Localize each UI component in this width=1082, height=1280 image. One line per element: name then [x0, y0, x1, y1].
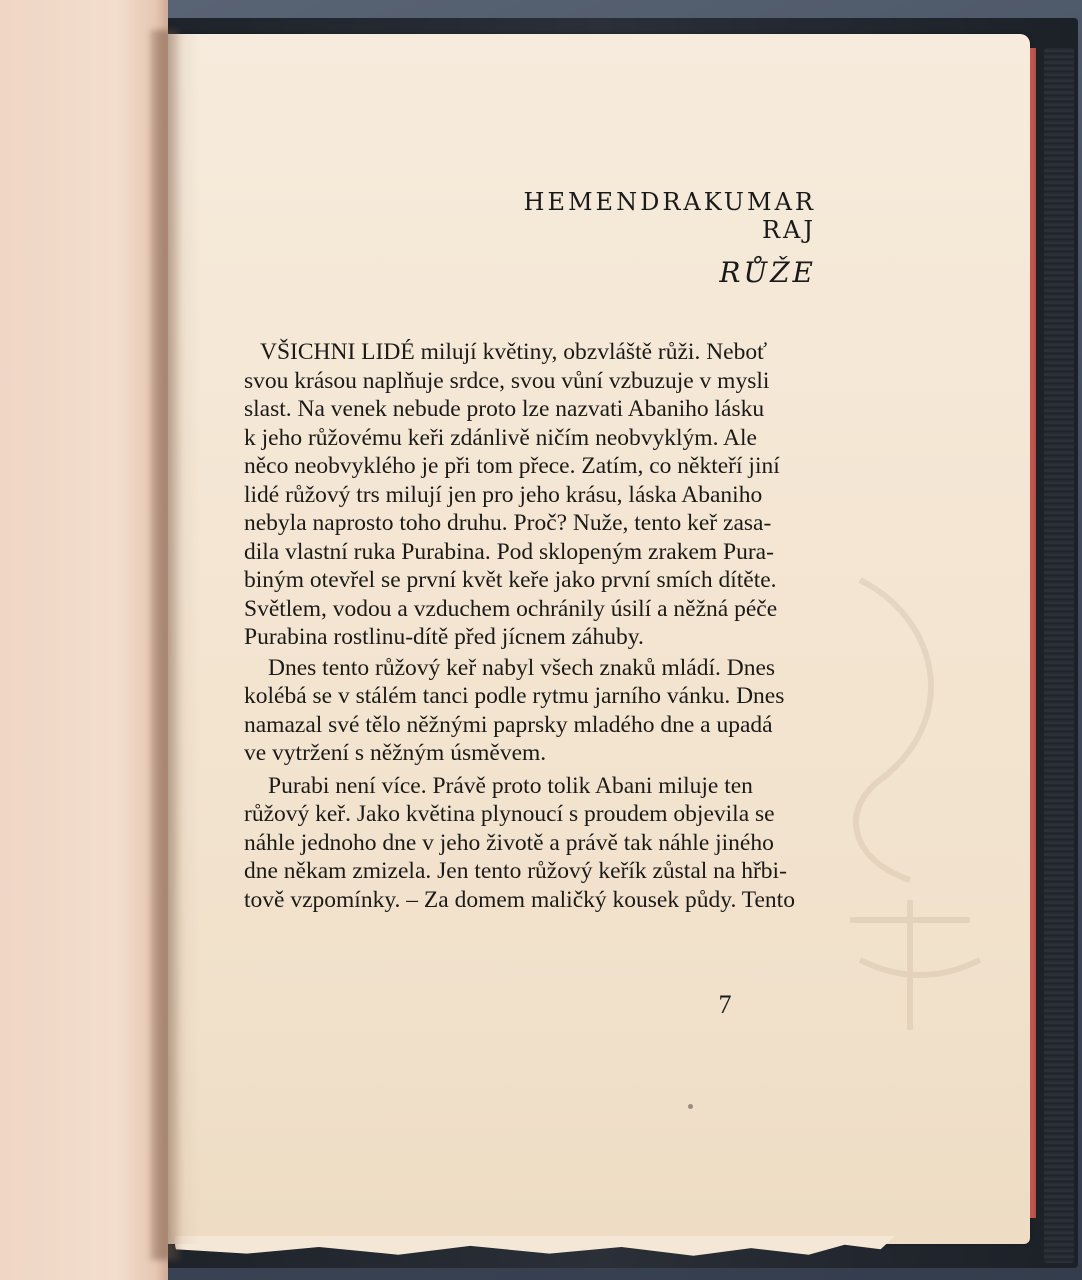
paragraph — [244, 654, 819, 768]
text-line: lidé růžový trs milují jen pro jeho krásu, láska Abaniho — [244, 481, 763, 508]
text-line: VŠICHNI LIDÉ milují květiny, obzvláště růži. Neboť — [260, 339, 768, 365]
text-line: Purabi není více. Právě proto tolik Abani miluje ten — [268, 772, 753, 799]
paragraph — [244, 772, 819, 915]
text-line: biným otevřel se první květ keře jako první smích dítěte. — [244, 567, 777, 593]
book-gutter — [150, 30, 180, 1260]
author-name: HEMENDRAKUMAR RAJ — [523, 188, 816, 244]
text-line: Světlem, vodou a vzduchem ochránily úsilí a něžná péče — [244, 595, 778, 622]
text-line: tově vzpomínky. – Za domem maličký kousek půdy. Tento — [244, 886, 795, 913]
text-line: ve vytržení s něžným úsměvem. — [244, 740, 547, 766]
text-line: slast. Na venek nebude proto lze nazvati Abaniho lásku — [244, 396, 765, 422]
text-line: svou krásou naplňuje srdce, svou vůní vzbuzuje v mysli — [244, 367, 770, 394]
left-page — [0, 0, 168, 1280]
text-line: Dnes tento růžový keř nabyl všech znaků mládí. Dnes — [268, 654, 776, 681]
page-number: 7 — [718, 990, 732, 1019]
cover-spine-edge — [1044, 48, 1074, 1263]
chapter-title: RŮŽE — [719, 256, 816, 289]
text-line: k jeho růžovému keři zdánlivě ničím neobvyklým. Ale — [244, 424, 757, 451]
text-line: nebyla naprosto toho druhu. Proč? Nuže, tento keř zasa- — [244, 510, 772, 536]
text-line: kolébá se v stálém tanci podle rytmu jarního vánku. Dnes — [244, 683, 785, 709]
paragraph — [244, 338, 819, 652]
body-text — [244, 338, 819, 914]
text-line: Purabina rostlinu-dítě před jícnem záhuby. — [244, 624, 644, 650]
watermark-ornament — [820, 560, 1000, 1040]
text-line: náhle jednoho dne v jeho životě a právě tak náhle jiného — [244, 829, 774, 856]
text-line: růžový keř. Jako květina plynoucí s proudem objevila se — [244, 801, 775, 827]
text-line: něco neobvyklého je při tom přece. Zatím, co někteří jiní — [244, 453, 780, 479]
text-line: namazal své tělo něžnými paprsky mladého dne a upadá — [244, 711, 773, 738]
text-line: dne někam zmizela. Jen tento růžový keřík zůstal na hřbi- — [244, 858, 787, 884]
text-line: dila vlastní ruka Purabina. Pod sklopeným zrakem Pura- — [244, 538, 774, 565]
paper-speck — [688, 1104, 693, 1109]
